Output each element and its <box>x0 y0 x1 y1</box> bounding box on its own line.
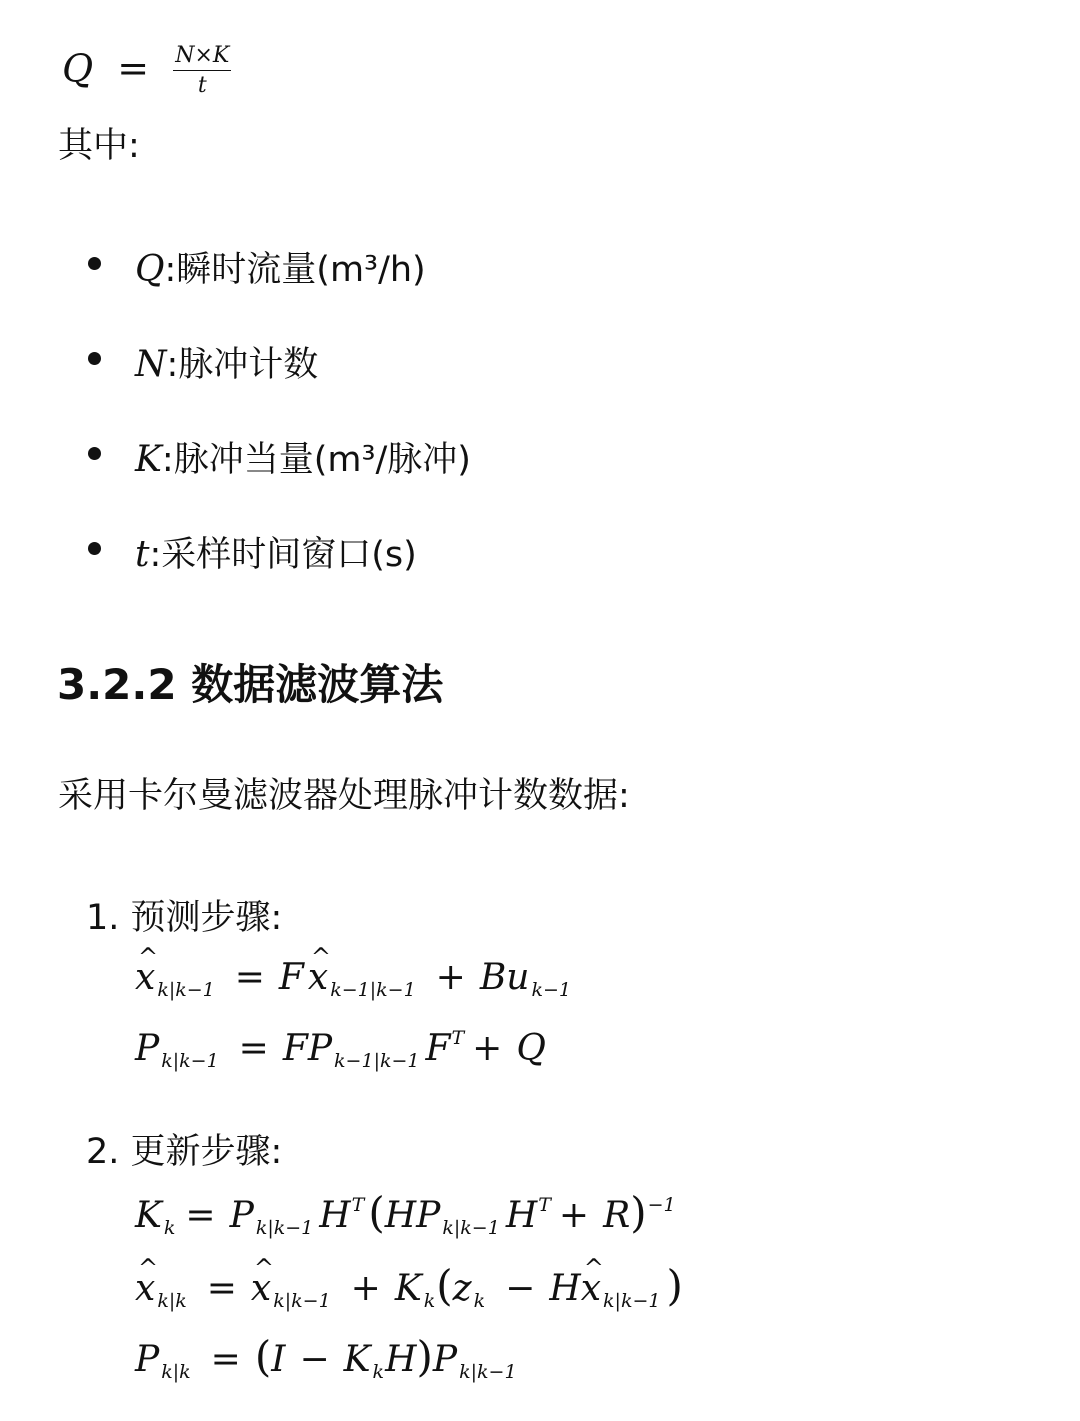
formula-lhs: Q <box>62 46 94 91</box>
x-hat: ^ x <box>308 957 328 998</box>
x-hat: ^ x <box>135 957 155 998</box>
variable-symbol: t <box>135 534 150 575</box>
x-hat: ^ x <box>135 1268 155 1309</box>
variable-description: :采样时间窗口(s) <box>149 535 417 575</box>
subscript: k <box>163 1217 176 1239</box>
main-formula <box>62 44 231 100</box>
formula-denominator: t <box>197 73 207 99</box>
list-item <box>135 432 471 482</box>
superscript: T <box>351 1194 365 1216</box>
equation-state-update: ^ x $_{k|k}$ =^ x $_{k|k-1}$ + K $_k$(z $_k$ − H^ x $_{k|k-1}$ ) <box>135 1261 683 1312</box>
subscript: k|k−1 <box>255 1217 314 1239</box>
list-item <box>135 527 417 577</box>
variable-symbol: K <box>135 439 162 480</box>
bullet-dot <box>88 352 101 365</box>
superscript: T <box>451 1027 465 1049</box>
x-hat: ^ x <box>251 1268 271 1309</box>
x-hat: ^ x <box>581 1268 601 1309</box>
equation-prediction-covariance: P $_{k|k-1}$ = FP $_{k-1|k-1}$ $F^T + Q$ <box>135 1027 546 1072</box>
variable-description: :脉冲当量(m³/脉冲) <box>161 440 471 480</box>
subscript: k <box>423 1290 436 1312</box>
subscript: k|k−1 <box>603 1290 661 1312</box>
variable-symbol: N <box>135 344 167 385</box>
intro-paragraph: 采用卡尔曼滤波器处理脉冲计数数据: <box>58 776 630 816</box>
formula-equals: = <box>117 46 150 91</box>
equation-prediction-state: ^ x $_{k|k-1}$ = F^ x $_{k-1|k-1}$ + Bu $_{k-1}$ <box>135 957 577 1001</box>
subscript: k|k <box>161 1361 191 1383</box>
variable-symbol: Q <box>135 249 165 290</box>
superscript: T <box>538 1194 551 1216</box>
equation-kalman-gain: K $_k$ = P $_{k|k-1}$ $H^T(HP$ $_{k|k-1}$ $H^T + R)^{-1}$ <box>135 1188 676 1239</box>
subscript: k|k−1 <box>273 1290 331 1312</box>
step-label: 1. 预测步骤: <box>86 898 283 938</box>
equation-covariance-update: P $_{k|k}$ = (I − K $_k$H)P $_{k|k-1}$ <box>135 1332 517 1383</box>
subscript: k|k <box>157 1290 187 1312</box>
subscript: k|k−1 <box>161 1050 219 1072</box>
subscript: k−1|k−1 <box>334 1050 420 1072</box>
variable-description: :脉冲计数 <box>166 345 319 385</box>
where-label: 其中: <box>58 126 140 166</box>
list-item <box>135 337 318 387</box>
bullet-dot <box>88 257 101 270</box>
section-heading: 3.2.2 数据滤波算法 <box>57 660 444 709</box>
subscript: k−1 <box>531 979 572 1001</box>
subscript: k|k−1 <box>459 1361 517 1383</box>
list-item <box>135 242 426 292</box>
subscript: k|k−1 <box>442 1217 500 1239</box>
variable-description: :瞬时流量(m³/h) <box>164 250 426 290</box>
bullet-dot <box>88 447 101 460</box>
formula-numerator: N×K <box>173 44 231 71</box>
step-label: 2. 更新步骤: <box>86 1132 283 1172</box>
formula-fraction <box>173 44 231 100</box>
subscript: k <box>372 1361 385 1383</box>
superscript: −1 <box>647 1194 676 1216</box>
subscript: k−1|k−1 <box>330 979 416 1001</box>
subscript: k <box>473 1290 486 1312</box>
subscript: k|k−1 <box>157 979 215 1001</box>
bullet-dot <box>88 542 101 555</box>
